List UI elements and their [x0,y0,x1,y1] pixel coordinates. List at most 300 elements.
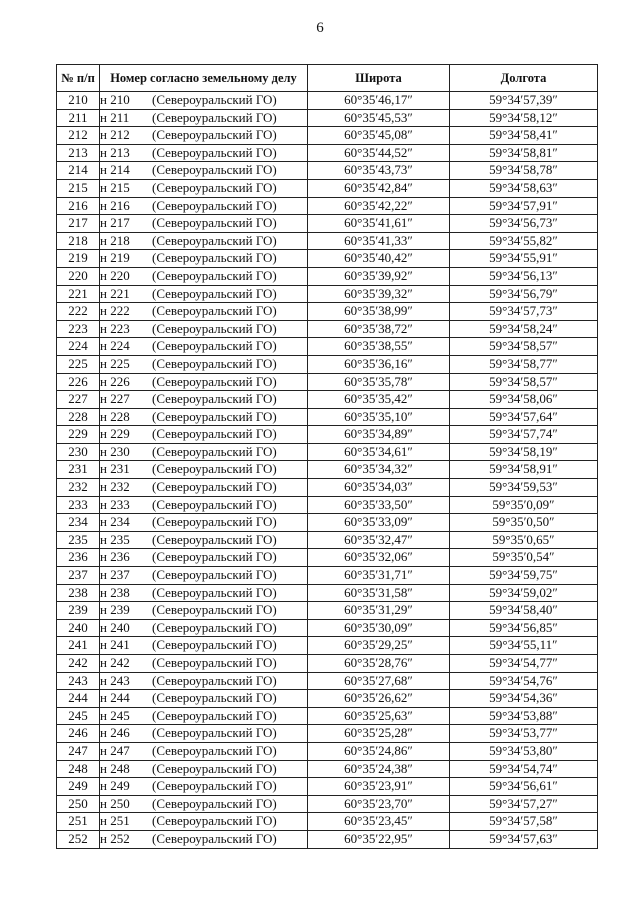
plot-code: н 220 [100,267,130,283]
plot-number-cell [100,215,308,233]
plot-district: (Североуральский ГО) [152,760,277,776]
table-row [57,531,598,549]
plot-code: н 240 [100,619,130,635]
latitude-cell: 60°35′39,32″ [308,285,450,303]
row-number: 250 [57,795,100,813]
table-row [57,567,598,585]
longitude-cell: 59°34′57,58″ [450,813,598,831]
latitude-cell: 60°35′45,53″ [308,109,450,127]
plot-number-cell [100,267,308,285]
plot-code: н 230 [100,443,130,459]
plot-number-cell [100,479,308,497]
plot-district: (Североуральский ГО) [152,92,277,107]
latitude-cell: 60°35′41,33″ [308,232,450,250]
latitude-cell: 60°35′31,71″ [308,567,450,585]
latitude-cell: 60°35′24,38″ [308,760,450,778]
plot-number-cell [100,531,308,549]
latitude-cell: 60°35′27,68″ [308,672,450,690]
row-number: 221 [57,285,100,303]
plot-district: (Североуральский ГО) [152,531,277,547]
table-row [57,408,598,426]
longitude-cell: 59°34′54,36″ [450,690,598,708]
longitude-cell: 59°34′55,11″ [450,637,598,655]
longitude-cell: 59°34′53,88″ [450,707,598,725]
plot-code: н 215 [100,179,130,195]
longitude-cell: 59°34′58,63″ [450,179,598,197]
table-row [57,813,598,831]
longitude-cell: 59°34′54,77″ [450,655,598,673]
longitude-cell: 59°34′55,82″ [450,232,598,250]
table-row [57,391,598,409]
latitude-cell: 60°35′32,47″ [308,531,450,549]
row-number: 212 [57,127,100,145]
latitude-cell: 60°35′26,62″ [308,690,450,708]
table-row [57,690,598,708]
longitude-cell: 59°35′0,50″ [450,514,598,532]
latitude-cell: 60°35′42,84″ [308,179,450,197]
longitude-cell: 59°34′57,64″ [450,408,598,426]
plot-code: н 226 [100,373,130,389]
longitude-cell: 59°34′57,74″ [450,426,598,444]
row-number: 215 [57,179,100,197]
plot-code: н 245 [100,707,130,723]
plot-district: (Североуральский ГО) [152,496,277,512]
plot-number-cell [100,778,308,796]
plot-code: н 247 [100,742,130,758]
plot-number-cell [100,373,308,391]
plot-number-cell [100,250,308,268]
row-number: 231 [57,461,100,479]
plot-district: (Североуральский ГО) [152,637,277,653]
longitude-cell: 59°34′56,61″ [450,778,598,796]
row-number: 222 [57,303,100,321]
longitude-cell: 59°34′58,41″ [450,127,598,145]
table-row [57,144,598,162]
longitude-cell: 59°34′57,63″ [450,830,598,848]
plot-code: н 228 [100,408,130,424]
table-row [57,461,598,479]
plot-number-cell [100,92,308,110]
latitude-cell: 60°35′38,72″ [308,320,450,338]
plot-code: н 210 [100,92,130,107]
latitude-cell: 60°35′32,06″ [308,549,450,567]
table-row [57,514,598,532]
table-row [57,602,598,620]
plot-code: н 213 [100,144,130,160]
row-number: 220 [57,267,100,285]
plot-number-cell [100,426,308,444]
plot-code: н 232 [100,479,130,495]
row-number: 225 [57,355,100,373]
plot-district: (Североуральский ГО) [152,655,277,670]
plot-district: (Североуральский ГО) [152,725,277,741]
plot-number-cell [100,355,308,373]
row-number: 213 [57,144,100,162]
table-row [57,672,598,690]
table-row [57,215,598,233]
plot-district: (Североуральский ГО) [152,619,277,635]
header-plot: Номер согласно земельному делу [100,65,308,92]
plot-number-cell [100,461,308,479]
plot-number-cell [100,637,308,655]
latitude-cell: 60°35′34,03″ [308,479,450,497]
longitude-cell: 59°34′58,57″ [450,338,598,356]
longitude-cell: 59°34′56,85″ [450,619,598,637]
plot-district: (Североуральский ГО) [152,443,277,459]
table-row [57,232,598,250]
table-row [57,250,598,268]
longitude-cell: 59°34′56,73″ [450,215,598,233]
table-row [57,707,598,725]
row-number: 234 [57,514,100,532]
longitude-cell: 59°34′56,79″ [450,285,598,303]
longitude-cell: 59°34′58,81″ [450,144,598,162]
table-row [57,179,598,197]
latitude-cell: 60°35′28,76″ [308,655,450,673]
plot-code: н 248 [100,760,130,776]
table-body [57,92,598,849]
latitude-cell: 60°35′42,22″ [308,197,450,215]
plot-number-cell [100,813,308,831]
plot-number-cell [100,179,308,197]
row-number: 233 [57,496,100,514]
table-row [57,742,598,760]
plot-code: н 235 [100,531,130,547]
row-number: 218 [57,232,100,250]
row-number: 242 [57,655,100,673]
latitude-cell: 60°35′29,25″ [308,637,450,655]
table-row [57,267,598,285]
latitude-cell: 60°35′38,99″ [308,303,450,321]
row-number: 228 [57,408,100,426]
plot-code: н 234 [100,514,130,530]
row-number: 214 [57,162,100,180]
plot-code: н 218 [100,232,130,248]
plot-district: (Североуральский ГО) [152,338,277,354]
plot-district: (Североуральский ГО) [152,602,277,618]
plot-number-cell [100,232,308,250]
table-row [57,619,598,637]
table-row [57,655,598,673]
longitude-cell: 59°34′58,40″ [450,602,598,620]
plot-number-cell [100,285,308,303]
latitude-cell: 60°35′22,95″ [308,830,450,848]
latitude-cell: 60°35′33,50″ [308,496,450,514]
plot-code: н 211 [100,109,130,125]
plot-code: н 236 [100,549,130,565]
latitude-cell: 60°35′35,10″ [308,408,450,426]
plot-number-cell [100,443,308,461]
longitude-cell: 59°34′58,06″ [450,391,598,409]
longitude-cell: 59°34′58,78″ [450,162,598,180]
latitude-cell: 60°35′44,52″ [308,144,450,162]
longitude-cell: 59°34′53,80″ [450,742,598,760]
table-row [57,373,598,391]
latitude-cell: 60°35′39,92″ [308,267,450,285]
latitude-cell: 60°35′35,78″ [308,373,450,391]
plot-code: н 231 [100,461,130,477]
header-longitude: Долгота [450,65,598,92]
table-row [57,355,598,373]
plot-district: (Североуральский ГО) [152,567,277,583]
row-number: 219 [57,250,100,268]
longitude-cell: 59°34′58,77″ [450,355,598,373]
table-row [57,109,598,127]
row-number: 244 [57,690,100,708]
longitude-cell: 59°34′57,91″ [450,197,598,215]
plot-code: н 251 [100,813,130,829]
latitude-cell: 60°35′34,61″ [308,443,450,461]
latitude-cell: 60°35′45,08″ [308,127,450,145]
plot-number-cell [100,144,308,162]
table-row [57,320,598,338]
plot-number-cell [100,690,308,708]
plot-number-cell [100,303,308,321]
plot-district: (Североуральский ГО) [152,285,277,301]
latitude-cell: 60°35′24,86″ [308,742,450,760]
latitude-cell: 60°35′36,16″ [308,355,450,373]
plot-number-cell [100,795,308,813]
row-number: 237 [57,567,100,585]
table-row [57,795,598,813]
plot-district: (Североуральский ГО) [152,795,277,811]
plot-district: (Североуральский ГО) [152,479,277,495]
table-row [57,830,598,848]
latitude-cell: 60°35′46,17″ [308,92,450,110]
plot-number-cell [100,707,308,725]
row-number: 249 [57,778,100,796]
table-row [57,92,598,110]
table-row [57,584,598,602]
row-number: 210 [57,92,100,110]
plot-number-cell [100,602,308,620]
row-number: 240 [57,619,100,637]
header-num: № п/п [57,65,100,92]
plot-district: (Североуральский ГО) [152,408,277,424]
row-number: 252 [57,830,100,848]
plot-district: (Североуральский ГО) [152,303,277,319]
row-number: 223 [57,320,100,338]
table-row [57,725,598,743]
latitude-cell: 60°35′31,58″ [308,584,450,602]
plot-district: (Североуральский ГО) [152,109,277,125]
longitude-cell: 59°34′54,74″ [450,760,598,778]
plot-number-cell [100,672,308,690]
plot-code: н 224 [100,338,130,354]
table-row [57,162,598,180]
plot-district: (Североуральский ГО) [152,426,277,442]
plot-district: (Североуральский ГО) [152,461,277,477]
latitude-cell: 60°35′30,09″ [308,619,450,637]
latitude-cell: 60°35′43,73″ [308,162,450,180]
plot-district: (Североуральский ГО) [152,514,277,530]
longitude-cell: 59°34′53,77″ [450,725,598,743]
plot-district: (Североуральский ГО) [152,250,277,266]
plot-code: н 250 [100,795,130,811]
plot-code: н 214 [100,162,130,178]
plot-code: н 244 [100,690,130,706]
table-row [57,479,598,497]
plot-code: н 233 [100,496,130,512]
plot-code: н 222 [100,303,130,319]
plot-code: н 238 [100,584,130,600]
plot-district: (Североуральский ГО) [152,232,277,248]
row-number: 227 [57,391,100,409]
plot-number-cell [100,109,308,127]
latitude-cell: 60°35′25,63″ [308,707,450,725]
latitude-cell: 60°35′34,89″ [308,426,450,444]
latitude-cell: 60°35′34,32″ [308,461,450,479]
plot-code: н 246 [100,725,130,741]
row-number: 236 [57,549,100,567]
plot-district: (Североуральский ГО) [152,197,277,213]
plot-district: (Североуральский ГО) [152,778,277,794]
plot-district: (Североуральский ГО) [152,690,277,706]
longitude-cell: 59°35′0,65″ [450,531,598,549]
row-number: 235 [57,531,100,549]
plot-number-cell [100,408,308,426]
latitude-cell: 60°35′25,28″ [308,725,450,743]
row-number: 245 [57,707,100,725]
longitude-cell: 59°34′58,19″ [450,443,598,461]
longitude-cell: 59°34′55,91″ [450,250,598,268]
longitude-cell: 59°34′58,57″ [450,373,598,391]
plot-district: (Североуральский ГО) [152,391,277,407]
plot-code: н 241 [100,637,130,653]
plot-number-cell [100,725,308,743]
table-row [57,197,598,215]
longitude-cell: 59°34′59,02″ [450,584,598,602]
plot-district: (Североуральский ГО) [152,355,277,371]
plot-number-cell [100,514,308,532]
plot-district: (Североуральский ГО) [152,127,277,143]
latitude-cell: 60°35′38,55″ [308,338,450,356]
latitude-cell: 60°35′33,09″ [308,514,450,532]
row-number: 246 [57,725,100,743]
row-number: 226 [57,373,100,391]
plot-district: (Североуральский ГО) [152,742,277,758]
longitude-cell: 59°34′56,13″ [450,267,598,285]
table-row [57,127,598,145]
table-row [57,760,598,778]
page-number: 6 [316,20,324,36]
table-row [57,426,598,444]
table-row [57,549,598,567]
plot-code: н 221 [100,285,130,301]
plot-number-cell [100,127,308,145]
latitude-cell: 60°35′31,29″ [308,602,450,620]
row-number: 239 [57,602,100,620]
longitude-cell: 59°35′0,09″ [450,496,598,514]
plot-number-cell [100,619,308,637]
plot-district: (Североуральский ГО) [152,813,277,829]
row-number: 243 [57,672,100,690]
plot-number-cell [100,584,308,602]
plot-number-cell [100,162,308,180]
latitude-cell: 60°35′35,42″ [308,391,450,409]
longitude-cell: 59°34′57,73″ [450,303,598,321]
plot-code: н 249 [100,778,130,794]
row-number: 211 [57,109,100,127]
table-row [57,285,598,303]
latitude-cell: 60°35′23,70″ [308,795,450,813]
row-number: 248 [57,760,100,778]
plot-district: (Североуральский ГО) [152,584,277,600]
plot-district: (Североуральский ГО) [152,320,277,336]
plot-district: (Североуральский ГО) [152,179,277,195]
latitude-cell: 60°35′41,61″ [308,215,450,233]
plot-number-cell [100,549,308,567]
row-number: 232 [57,479,100,497]
plot-code: н 219 [100,250,130,266]
table-header [57,65,598,92]
plot-district: (Североуральский ГО) [152,830,277,846]
plot-number-cell [100,320,308,338]
row-number: 247 [57,742,100,760]
longitude-cell: 59°34′58,91″ [450,461,598,479]
table-row [57,778,598,796]
row-number: 216 [57,197,100,215]
plot-code: н 239 [100,602,130,618]
row-number: 224 [57,338,100,356]
row-number: 229 [57,426,100,444]
latitude-cell: 60°35′23,45″ [308,813,450,831]
table-row [57,338,598,356]
plot-code: н 216 [100,197,130,213]
plot-code: н 237 [100,567,130,583]
plot-code: н 243 [100,672,130,688]
table-row [57,443,598,461]
longitude-cell: 59°34′58,12″ [450,109,598,127]
table-row [57,637,598,655]
plot-code: н 242 [100,655,130,670]
plot-number-cell [100,830,308,848]
plot-number-cell [100,742,308,760]
table-row [57,496,598,514]
plot-code: н 212 [100,127,130,143]
row-number: 241 [57,637,100,655]
longitude-cell: 59°34′57,39″ [450,92,598,110]
row-number: 251 [57,813,100,831]
plot-district: (Североуральский ГО) [152,215,277,231]
plot-code: н 217 [100,215,130,231]
plot-district: (Североуральский ГО) [152,707,277,723]
latitude-cell: 60°35′23,91″ [308,778,450,796]
header-row [57,65,598,92]
plot-number-cell [100,760,308,778]
plot-number-cell [100,197,308,215]
row-number: 230 [57,443,100,461]
plot-code: н 225 [100,355,130,371]
plot-code: н 227 [100,391,130,407]
plot-district: (Североуральский ГО) [152,162,277,178]
longitude-cell: 59°34′57,27″ [450,795,598,813]
plot-code: н 252 [100,830,130,846]
longitude-cell: 59°34′59,53″ [450,479,598,497]
plot-number-cell [100,496,308,514]
plot-number-cell [100,655,308,673]
row-number: 217 [57,215,100,233]
longitude-cell: 59°34′59,75″ [450,567,598,585]
plot-district: (Североуральский ГО) [152,373,277,389]
longitude-cell: 59°35′0,54″ [450,549,598,567]
plot-number-cell [100,391,308,409]
row-number: 238 [57,584,100,602]
plot-code: н 229 [100,426,130,442]
plot-number-cell [100,338,308,356]
plot-district: (Североуральский ГО) [152,672,277,688]
plot-district: (Североуральский ГО) [152,267,277,283]
